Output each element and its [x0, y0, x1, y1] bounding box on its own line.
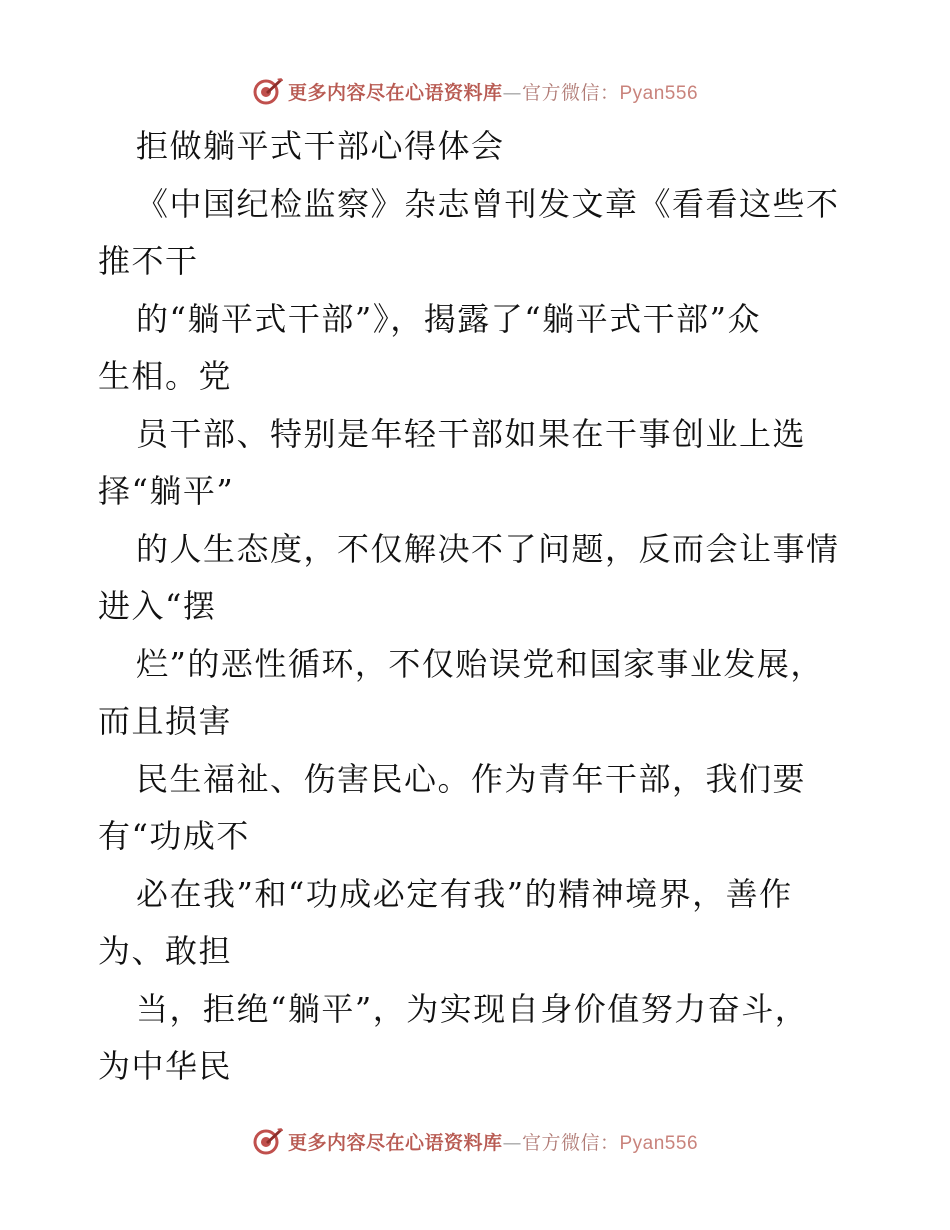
watermark-text: [288, 78, 698, 105]
text-line: 为、敢担: [98, 932, 233, 970]
text-line: 员干部、特别是年轻干部如果在干事创业上选: [136, 414, 807, 453]
text-line: 《中国纪检监察》杂志曾刊发文章《看看这些不: [136, 184, 840, 223]
header-watermark: [0, 71, 950, 111]
text-line: 必在我”和“功成必定有我”的精神境界，善作: [136, 874, 793, 913]
quill-seal-icon: [252, 1125, 284, 1157]
text-line: 当，拒绝“躺平”，为实现自身价值努力奋斗，: [136, 989, 809, 1028]
text-line: 烂”的恶性循环，不仅贻误党和国家事业发展，: [136, 644, 824, 683]
footer-watermark: [0, 1121, 950, 1161]
text-line: 生相。党: [98, 357, 233, 395]
watermark-wechat-label: 官方微信：: [521, 81, 620, 104]
watermark-wechat-id: Pyan556: [619, 1132, 699, 1154]
text-line: 的人生态度，不仅解决不了问题，反而会让事情: [136, 529, 840, 568]
document-body: [98, 118, 858, 1096]
watermark-separator: —: [502, 81, 522, 104]
quill-seal-icon: [252, 75, 284, 107]
text-line: 择“躺平”: [98, 472, 235, 510]
text-line: 民生福祉、伤害民心。作为青年干部，我们要: [136, 759, 807, 798]
watermark-brand: 更多内容尽在心语资料库: [287, 1131, 503, 1154]
text-line: 为中华民: [98, 1047, 233, 1085]
text-line: 而且损害: [98, 702, 233, 740]
document-title: 拒做躺平式干部心得体会: [136, 127, 505, 165]
text-line: 的“躺平式干部”》，揭露了“躺平式干部”众: [136, 299, 761, 338]
watermark-wechat-id: Pyan556: [619, 82, 699, 104]
text-line: 进入“摆: [98, 587, 217, 625]
watermark-wechat-label: 官方微信：: [521, 1131, 620, 1154]
watermark-separator: —: [502, 1131, 522, 1154]
watermark-text: [288, 1128, 698, 1155]
text-line: 有“功成不: [98, 817, 250, 855]
text-line: 推不干: [98, 242, 199, 280]
watermark-brand: 更多内容尽在心语资料库: [287, 81, 503, 104]
